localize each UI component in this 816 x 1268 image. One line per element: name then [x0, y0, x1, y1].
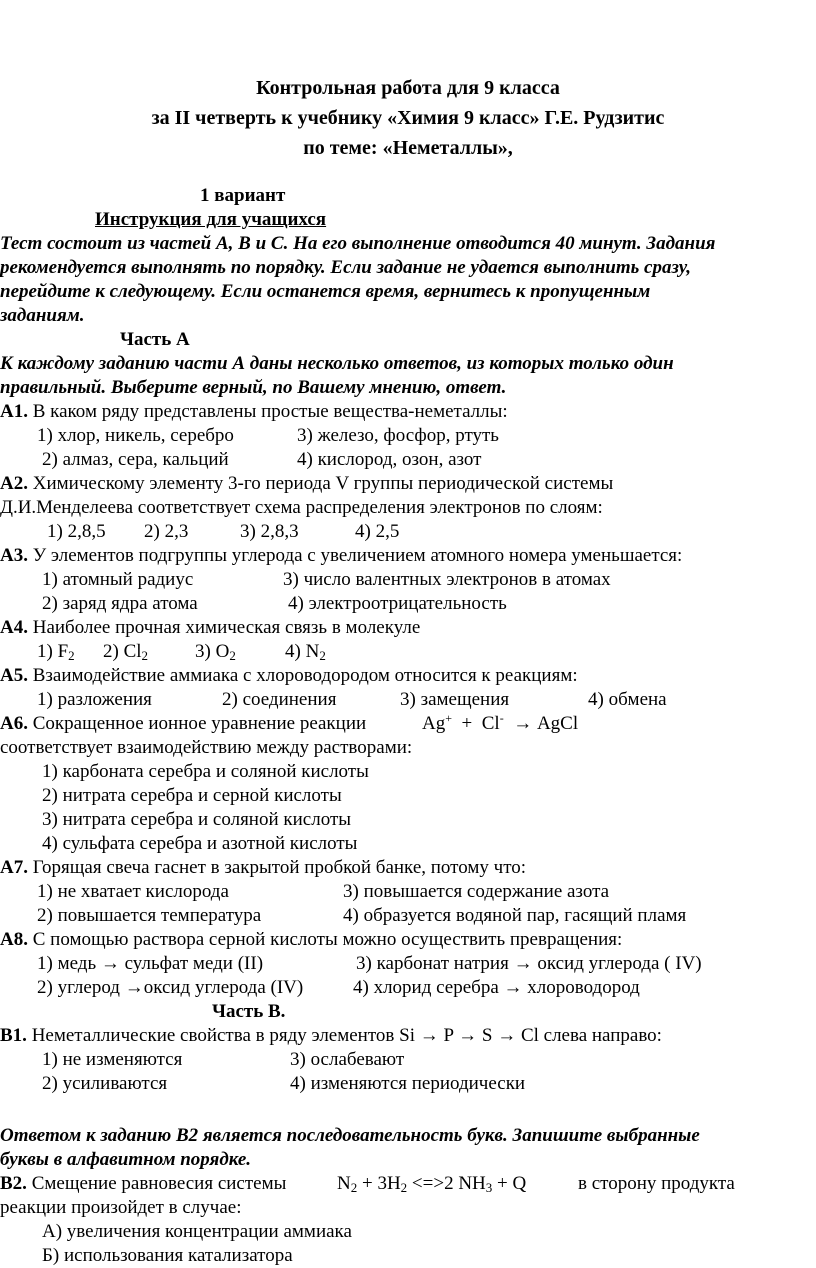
question-a3 [0, 544, 682, 568]
answer-option: А) увеличения концентрации аммиака [42, 1221, 352, 1242]
part-a-heading: Часть А [120, 329, 190, 350]
answer-option: 2) заряд ядра атома [42, 593, 198, 614]
instructions-line: Тест состоит из частей А, В и С. На его выполнение отводится 40 минут. Задания [0, 233, 716, 254]
question-number: В2. [0, 1173, 27, 1194]
question-a5 [0, 664, 578, 688]
question-number: А6. [0, 713, 28, 734]
answer-option: 3) $O_2$ [195, 641, 236, 663]
question-text: С помощью раствора серной кислоты можно осуществить превращения: [27, 929, 623, 950]
question-number: В1. [0, 1025, 27, 1046]
part-a-intro: правильный. Выберите верный, по Вашему мнению, ответ. [0, 377, 507, 398]
question-text: Д.И.Менделеева соответствует схема распределения электронов по слоям: [0, 497, 603, 518]
question-text: В каком ряду представлены простые вещества-неметаллы: [27, 401, 508, 422]
question-number: А3. [0, 545, 28, 566]
question-b1: В1. Неметаллические свойства в ряду элементов Si → P → S → Cl слева направо: [0, 1025, 662, 1046]
answer-option: 1) медь → сульфат меди (II) [37, 953, 264, 974]
arrow-right-icon: → [419, 1025, 439, 1046]
answer-option: 1) разложения [37, 689, 152, 710]
question-text: Взаимодействие аммиака с хлороводородом относится к реакциям: [27, 665, 578, 686]
answer-option: 4) хлорид серебра → хлороводород [353, 977, 640, 998]
answer-option: 3) замещения [400, 689, 510, 710]
answer-option: 1) 2,8,5 [47, 521, 106, 542]
answer-option: 2) углерод →оксид углерода (IV) [37, 977, 304, 998]
arrow-right-icon: → [503, 977, 523, 998]
answer-option: 1) не хватает кислорода [37, 881, 229, 902]
question-number: А7. [0, 857, 28, 878]
arrow-right-icon: → [458, 1025, 478, 1046]
arrow-right-icon: → [124, 977, 144, 998]
b2-intro: буквы в алфавитном порядке. [0, 1149, 252, 1170]
question-number: А8. [0, 929, 28, 950]
question-text: в сторону продукта [578, 1173, 735, 1194]
instructions-line: заданиям. [0, 305, 85, 326]
question-a8 [0, 928, 622, 952]
answer-option: 3) ослабевают [290, 1049, 405, 1070]
answer-option: 2) усиливаются [42, 1073, 168, 1094]
question-a1 [0, 400, 508, 424]
answer-option: 1) карбоната серебра и соляной кислоты [42, 761, 369, 782]
answer-option: 1) не изменяются [42, 1049, 183, 1070]
arrow-right-icon: → [497, 1025, 517, 1046]
answer-option: 3) число валентных электронов в атомах [283, 569, 611, 590]
answer-option: 3) 2,8,3 [240, 521, 299, 542]
variant-label: 1 вариант [200, 185, 286, 206]
question-number: А4. [0, 617, 28, 638]
part-a-intro: К каждому заданию части А даны несколько ответов, из которых только один [0, 353, 674, 374]
question-b2: В2. Смещение равновесия системы [0, 1173, 287, 1194]
answer-option: 1) атомный радиус [42, 569, 194, 590]
answer-option: 2) 2,3 [144, 521, 189, 542]
title-line-1: Контрольная работа для 9 класса [256, 77, 560, 99]
question-number: А1. [0, 401, 28, 422]
answer-option: 4) кислород, озон, азот [297, 449, 482, 470]
question-a4 [0, 616, 420, 640]
question-a2 [0, 472, 613, 496]
question-text: реакции произойдет в случае: [0, 1197, 242, 1218]
instructions-heading: Инструкция для учащихся [95, 209, 327, 230]
part-b-heading: Часть В. [212, 1001, 286, 1022]
answer-option: 1) $F_2$ [37, 641, 75, 663]
answer-option: 4) 2,5 [355, 521, 400, 542]
ionic-equation: Ag+ + Cl- → AgCl [422, 711, 579, 734]
question-a7 [0, 856, 526, 880]
question-text: Сокращенное ионное уравнение реакции [27, 713, 367, 734]
question-text: Горящая свеча гаснет в закрытой пробкой банке, потому что: [27, 857, 527, 878]
arrow-right-icon: → [513, 953, 533, 974]
answer-option: 2) нитрата серебра и серной кислоты [42, 785, 342, 806]
question-a6 [0, 712, 366, 736]
answer-option: 4) сульфата серебра и азотной кислоты [42, 833, 358, 854]
answer-option: 3) нитрата серебра и соляной кислоты [42, 809, 352, 830]
question-number: А5. [0, 665, 28, 686]
instructions-line: рекомендуется выполнять по порядку. Если задание не удается выполнить сразу, [0, 257, 692, 278]
arrow-right-icon: → [513, 713, 533, 734]
title-line-2: за II четверть к учебнику «Химия 9 класс» Г.Е. Рудзитис [151, 107, 665, 129]
answer-option: 4) изменяются периодически [290, 1073, 526, 1094]
answer-option: 4) образуется водяной пар, гасящий пламя [343, 905, 687, 926]
answer-option: 3) железо, фосфор, ртуть [297, 425, 499, 446]
question-text: Наиболее прочная химическая связь в молекуле [27, 617, 421, 638]
question-text: Химическому элементу 3-го периода V группы периодической системы [27, 473, 614, 494]
b2-intro: Ответом к заданию В2 является последовательность букв. Запишите выбранные [0, 1125, 700, 1146]
answer-option: 2) $Cl_2$ [103, 641, 149, 663]
answer-option: 3) повышается содержание азота [343, 881, 610, 902]
equilibrium-equation: $N_2 + 3H_2 <=>2$ $NH_3 + Q$ [337, 1173, 527, 1195]
arrow-right-icon: → [100, 953, 120, 974]
title-line-3: по теме: «Неметаллы», [303, 137, 513, 159]
answer-option: 4) электроотрицательность [288, 593, 507, 614]
question-number: А2. [0, 473, 28, 494]
answer-option: Б) использования катализатора [42, 1245, 293, 1266]
answer-option: 4) $N_2$ [285, 641, 326, 663]
answer-option: 4) обмена [588, 689, 667, 710]
instructions-line: перейдите к следующему. Если останется время, вернитесь к пропущенным [0, 281, 651, 302]
answer-option: 3) карбонат натрия → оксид углерода ( IV) [356, 953, 702, 974]
answer-option: 2) повышается температура [37, 905, 262, 926]
answer-option: 1) хлор, никель, серебро [37, 425, 234, 446]
question-text: соответствует взаимодействию между растворами: [0, 737, 413, 758]
answer-option: 2) алмаз, сера, кальций [42, 449, 229, 470]
answer-option: 2) соединения [222, 689, 337, 710]
question-text: У элементов подгруппы углерода с увеличением атомного номера уменьшается: [27, 545, 683, 566]
